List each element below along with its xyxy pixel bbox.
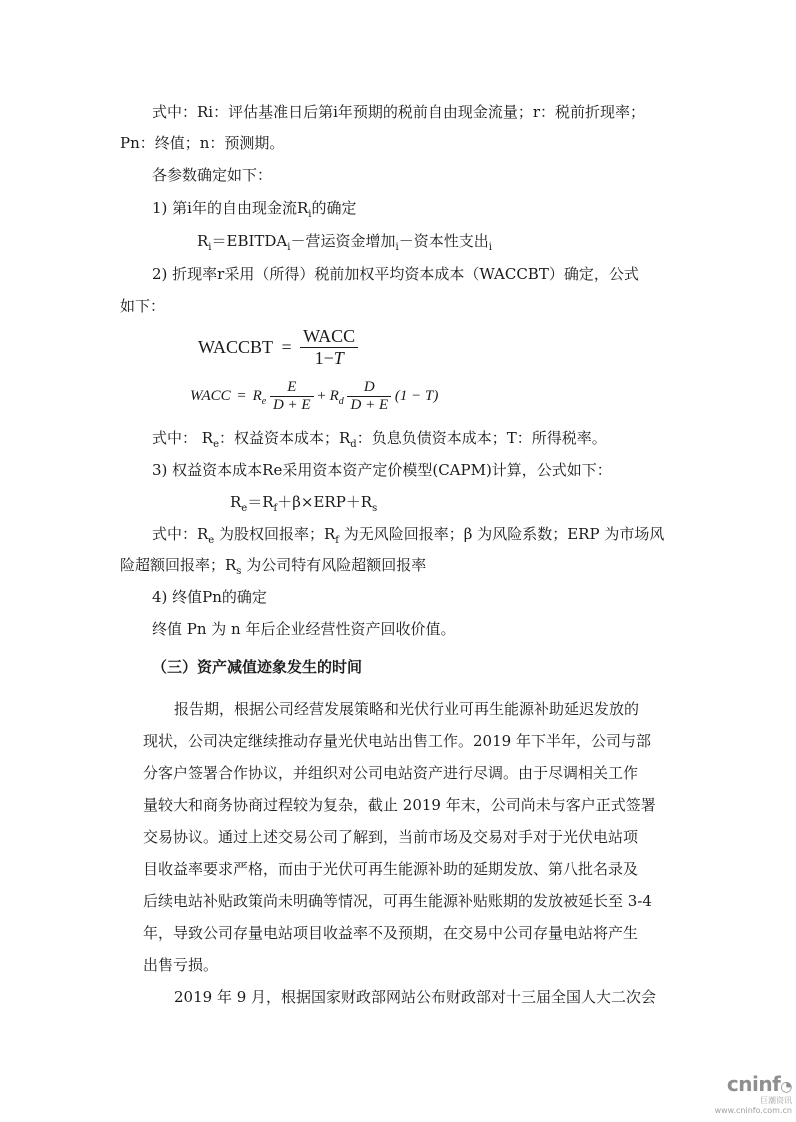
logo-swirl-icon: ◔ <box>780 1079 792 1095</box>
paragraph-line-2: 现状，公司决定继续推动存量光伏电站出售工作。2019 年下半年，公司与部 <box>143 732 651 750</box>
param-4-heading: 4) 终值Pn的确定 <box>152 588 267 606</box>
text-line-1: 式中：Ri：评估基准日后第i年预期的税前自由现金流量；r：税前折现率； <box>152 103 646 121</box>
paragraph-line-9: 出售亏损。 <box>143 956 219 974</box>
cninfo-cn-name: 巨潮资讯 <box>760 1096 792 1105</box>
param-3-heading: 3) 权益资本成本Re采用资本资产定价模型(CAPM)计算，公式如下： <box>152 461 612 479</box>
section-heading: （三）资产减值迹象发生的时间 <box>152 658 363 676</box>
param-2-heading: 2) 折现率r采用（所得）税前加权平均资本成本（WACCBT）确定，公式 <box>152 265 639 283</box>
text-line-15: 终值 Pn 为 n 年后企业经营性资产回收价值。 <box>152 620 456 638</box>
paragraph-line-5: 交易协议。通过上述交易公司了解到，当前市场及交易对手对于光伏电站项 <box>143 828 639 846</box>
paragraph-line-6: 目收益率要求严格，而由于光伏可再生能源补助的延期发放、第八批名录及 <box>143 860 639 878</box>
formula-capm: $R_e=R_f+\beta\times ERP+R_s$ <box>230 493 378 514</box>
formula-wacc: WACC = $R_e$ $\frac{E}{D + E}$ + $R_d$ $\frac{D}{D + E}$ (1 − T) <box>190 379 439 413</box>
cninfo-url: www.cninfo.com.cn <box>714 1106 792 1115</box>
text-line-7: 如下： <box>120 297 166 315</box>
formula-capm-legend-2: 险超额回报率；$R_s$ 为公司特有风险超额回报率 <box>120 556 427 577</box>
formula-free-cash-flow: $R_i=EBITDA_i-$营运资金增加$_i$－资本性支出$_i$ <box>197 232 492 253</box>
formula-capm-legend-1: 式中：$R_e$ 为股权回报率；$R_f$ 为无风险回报率；β 为风险系数；ERP 为市场风 <box>152 525 665 546</box>
formula-waccbt: WACCBT = $\frac{\text{WACC}}{1-T}$ <box>198 326 358 369</box>
paragraph-line-8: 年，导致公司存量电站项目收益率不及预期，在交易中公司存量电站将产生 <box>143 924 639 942</box>
text-line-3: 各参数确定如下： <box>152 166 273 184</box>
param-1-heading: 1) 第i年的自由现金流$R_i$的确定 <box>152 199 357 220</box>
paragraph-line-1: 报告期，根据公司经营发展策略和光伏行业可再生能源补助延迟发放的 <box>174 700 640 718</box>
cninfo-watermark <box>715 1072 792 1116</box>
paragraph-line-10: 2019 年 9 月，根据国家财政部网站公布财政部对十三届全国人大二次会 <box>174 988 657 1006</box>
paragraph-line-4: 量较大和商务协商过程较为复杂，截止 2019 年末，公司尚未与客户正式签署 <box>143 796 656 814</box>
paragraph-line-3: 分客户签署合作协议，并组织对公司电站资产进行尽调。由于尽调相关工作 <box>143 764 639 782</box>
cninfo-logo: cninf◔ <box>726 1072 792 1096</box>
paragraph-line-7: 后续电站补贴政策尚未明确等情况，可再生能源补贴账期的发放被延长至 3-4 <box>143 892 652 910</box>
text-line-2: Pn：终值；n：预测期。 <box>120 134 285 152</box>
formula-wacc-legend: 式中： $R_e$：权益资本成本；$R_d$：负息负债资本成本；T：所得税率。 <box>152 429 607 450</box>
